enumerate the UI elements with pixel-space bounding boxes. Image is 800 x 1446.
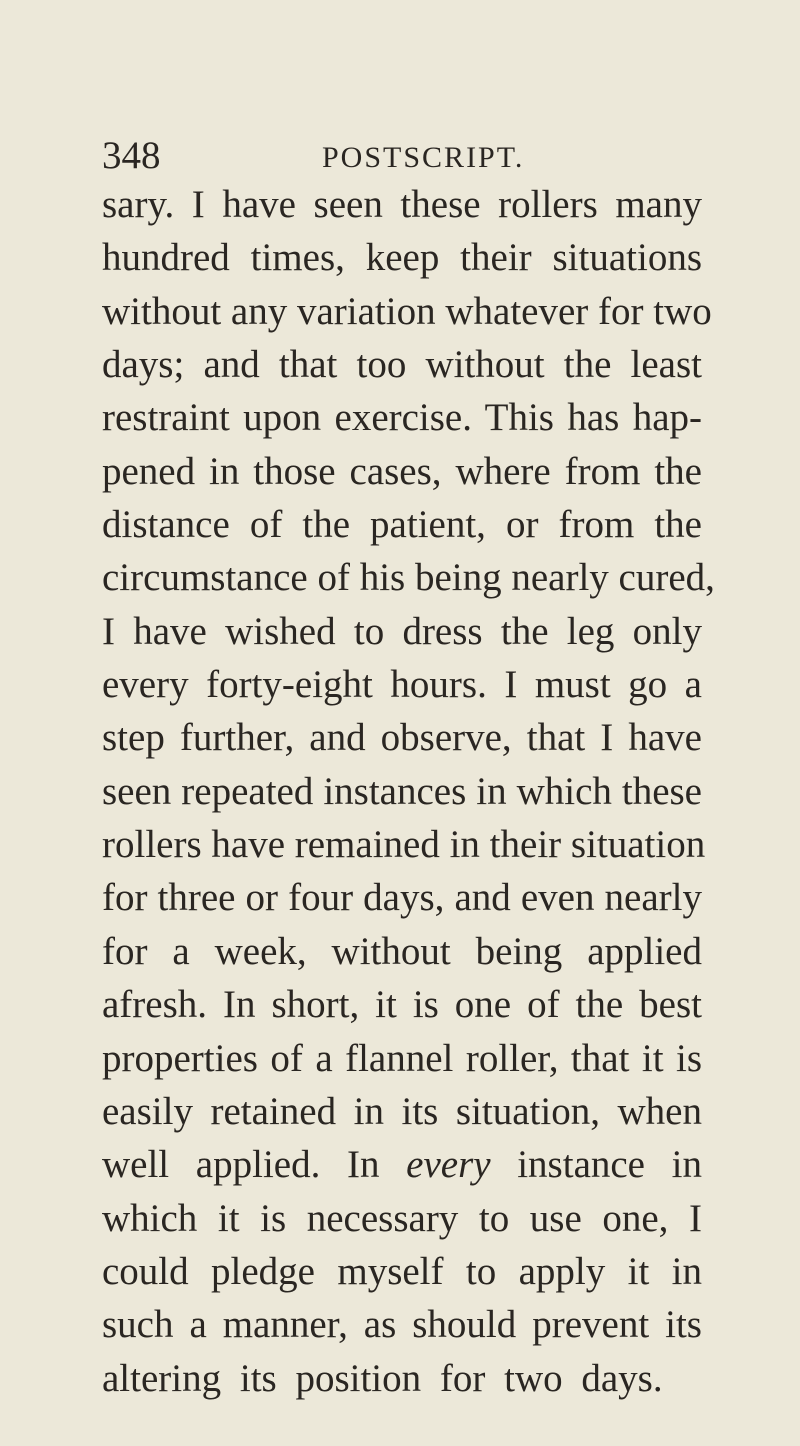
text-line: I have wished to dress the leg only — [102, 609, 702, 653]
text-line: restraint upon exercise. This has hap- — [102, 396, 702, 440]
text-line: days; and that too without the least — [102, 343, 702, 387]
text-line: for three or four days, and even nearly — [102, 876, 702, 920]
text-line: could pledge myself to apply it in — [102, 1249, 702, 1293]
text-line-last: altering its position for two days. — [102, 1356, 663, 1400]
text-line: such a manner, as should prevent its — [102, 1303, 702, 1347]
text-segment: instance in — [490, 1143, 702, 1187]
page-header — [102, 136, 692, 176]
text-line: sary. I have seen these rollers many — [102, 183, 702, 226]
text-line-with-emphasis — [102, 1138, 702, 1191]
body-text — [102, 178, 715, 1405]
text-segment: well applied. In — [102, 1143, 407, 1187]
text-line: pened in those cases, where from the — [102, 449, 702, 493]
text-line: for a week, without being applied — [102, 929, 702, 973]
text-line: circumstance of his being nearly cured, — [102, 556, 715, 600]
text-line: every forty-eight hours. I must go a — [102, 663, 702, 707]
text-line: distance of the patient, or from the — [102, 503, 702, 547]
text-line: seen repeated instances in which these — [102, 769, 702, 813]
text-line: properties of a flannel roller, that it is — [102, 1036, 702, 1080]
text-line: which it is necessary to use one, I — [102, 1196, 702, 1240]
running-head: POSTSCRIPT. — [322, 141, 525, 174]
emphasized-word: every — [406, 1143, 491, 1187]
text-line: step further, and observe, that I have — [102, 716, 702, 760]
page-number: 348 — [102, 134, 161, 177]
text-line: without any variation whatever for two — [102, 289, 712, 333]
text-line: easily retained in its situation, when — [102, 1089, 702, 1133]
text-line: rollers have remained in their situation — [102, 823, 706, 867]
text-line: hundred times, keep their situations — [102, 236, 702, 280]
text-line: afresh. In short, it is one of the best — [102, 983, 702, 1027]
